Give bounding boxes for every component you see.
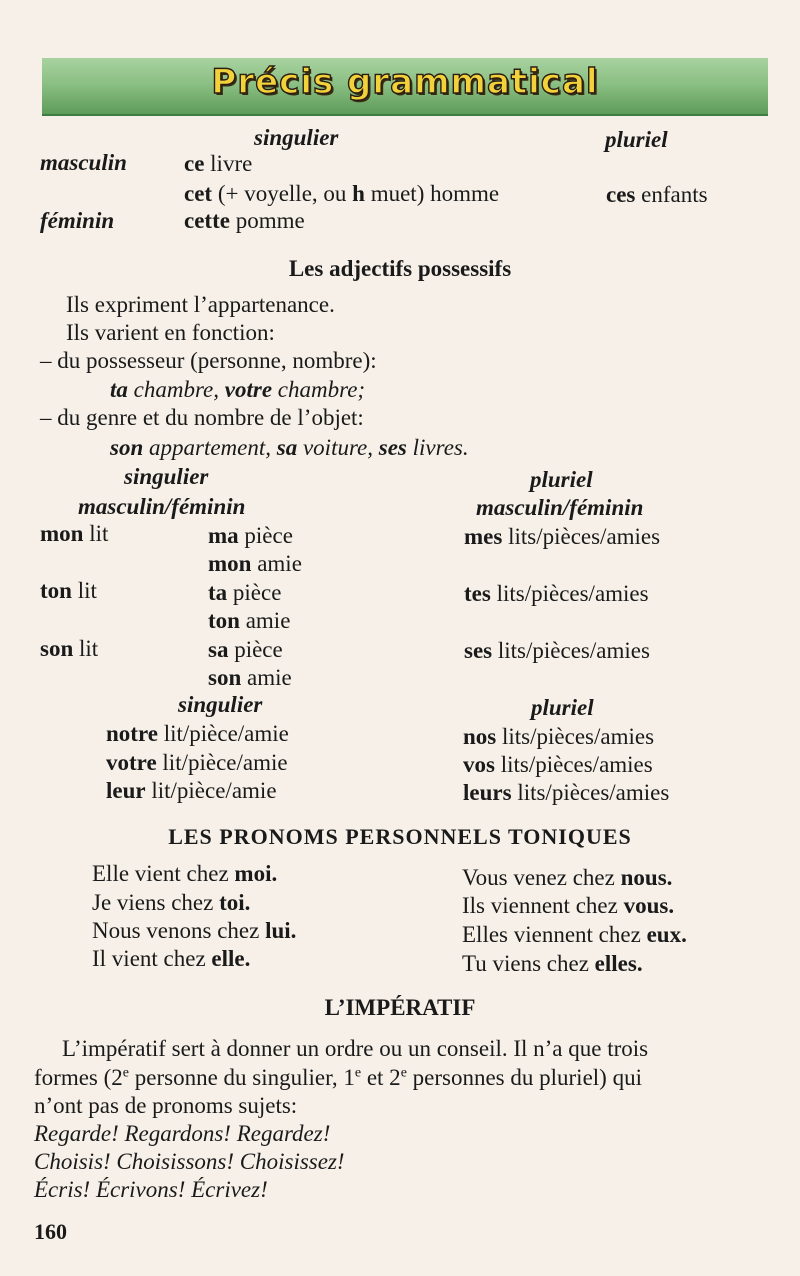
t1-pl-ses: ses lits/pièces/amies [464, 638, 650, 663]
pronoms-right-2: Ils viennent chez vous. [462, 893, 675, 918]
demo-cette: cette pomme [184, 208, 305, 233]
row-feminin: féminin [40, 208, 115, 233]
poss-line4: – du genre et du nombre de l’objet: [40, 405, 364, 430]
imperatif-para-line3: n’ont pas de pronoms sujets: [34, 1093, 298, 1118]
t1-fem-sa: sa pièce [208, 637, 283, 662]
poss-line1: Ils expriment l’appartenance. [66, 292, 335, 317]
t1-header-pluriel: pluriel [530, 467, 593, 492]
poss-example1: ta chambre, votre chambre; [110, 377, 366, 402]
header-singulier: singulier [254, 125, 339, 150]
demo-ces: ces enfants [606, 182, 708, 207]
t2-pl-leurs: leurs lits/pièces/amies [463, 780, 670, 805]
poss-line2: Ils varient en fonction: [66, 320, 275, 345]
page-title: Précis grammatical [211, 62, 599, 102]
page-number: 160 [34, 1219, 67, 1244]
t1-fem-ma: ma pièce [208, 523, 293, 548]
heading-possessifs: Les adjectifs possessifs [288, 256, 512, 281]
heading-imperatif: L’IMPÉRATIF [324, 995, 476, 1020]
pronoms-right-3: Elles viennent chez eux. [462, 922, 687, 947]
t1-fem-son: son amie [208, 665, 292, 690]
demo-ce: ce livre [184, 151, 253, 176]
demo-cet: cet (+ voyelle, ou h muet) homme [184, 181, 500, 206]
t2-pl-vos: vos lits/pièces/amies [463, 752, 653, 777]
t1-masc-son: son lit [40, 636, 99, 661]
title-banner [42, 58, 768, 116]
t2-sing-leur: leur lit/pièce/amie [106, 778, 277, 803]
row-masculin: masculin [40, 150, 127, 175]
pronoms-right-1: Vous venez chez nous. [462, 865, 673, 890]
poss-example2: son appartement, sa voiture, ses livres. [110, 435, 469, 460]
t1-fem-mon: mon amie [208, 551, 302, 576]
t2-sing-votre: votre lit/pièce/amie [106, 750, 288, 775]
t1-pl-tes: tes lits/pièces/amies [464, 581, 649, 606]
pronoms-left-2: Je viens chez toi. [92, 890, 251, 915]
heading-pronoms: LES PRONOMS PERSONNELS TONIQUES [168, 824, 632, 849]
t2-sing-notre: notre lit/pièce/amie [106, 721, 289, 746]
t1-pl-mes: mes lits/pièces/amies [464, 524, 661, 549]
poss-line3: – du possesseur (personne, nombre): [40, 348, 377, 373]
t2-pl-nos: nos lits/pièces/amies [463, 724, 655, 749]
imperatif-example-1: Regarde! Regardons! Regardez! [34, 1121, 331, 1146]
t1-masc-ton: ton lit [40, 578, 97, 603]
pronoms-right-4: Tu viens chez elles. [462, 951, 643, 976]
pronoms-left-3: Nous venons chez lui. [92, 918, 297, 943]
t1-header-masc-fem: masculin/féminin [78, 494, 246, 519]
t1-header-masc-fem-pluriel: masculin/féminin [476, 495, 644, 520]
t2-header-pluriel: pluriel [531, 695, 594, 720]
pronoms-left-4: Il vient chez elle. [92, 946, 251, 971]
imperatif-para-line2: formes (2e personne du singulier, 1e et 2e personnes du pluriel) qui [34, 1065, 642, 1090]
pronoms-left-1: Elle vient chez moi. [92, 861, 278, 886]
t2-header-singulier: singulier [178, 692, 263, 717]
t1-header-singulier: singulier [124, 464, 209, 489]
t1-fem-ton: ton amie [208, 608, 291, 633]
imperatif-para-line1: L’impératif sert à donner un ordre ou un conseil. Il n’a que trois [62, 1036, 649, 1061]
imperatif-example-2: Choisis! Choisissons! Choisissez! [34, 1149, 345, 1174]
t1-masc-mon: mon lit [40, 521, 109, 546]
header-pluriel: pluriel [605, 127, 668, 152]
imperatif-example-3: Écris! Écrivons! Écrivez! [34, 1177, 268, 1202]
t1-fem-ta: ta pièce [208, 580, 282, 605]
